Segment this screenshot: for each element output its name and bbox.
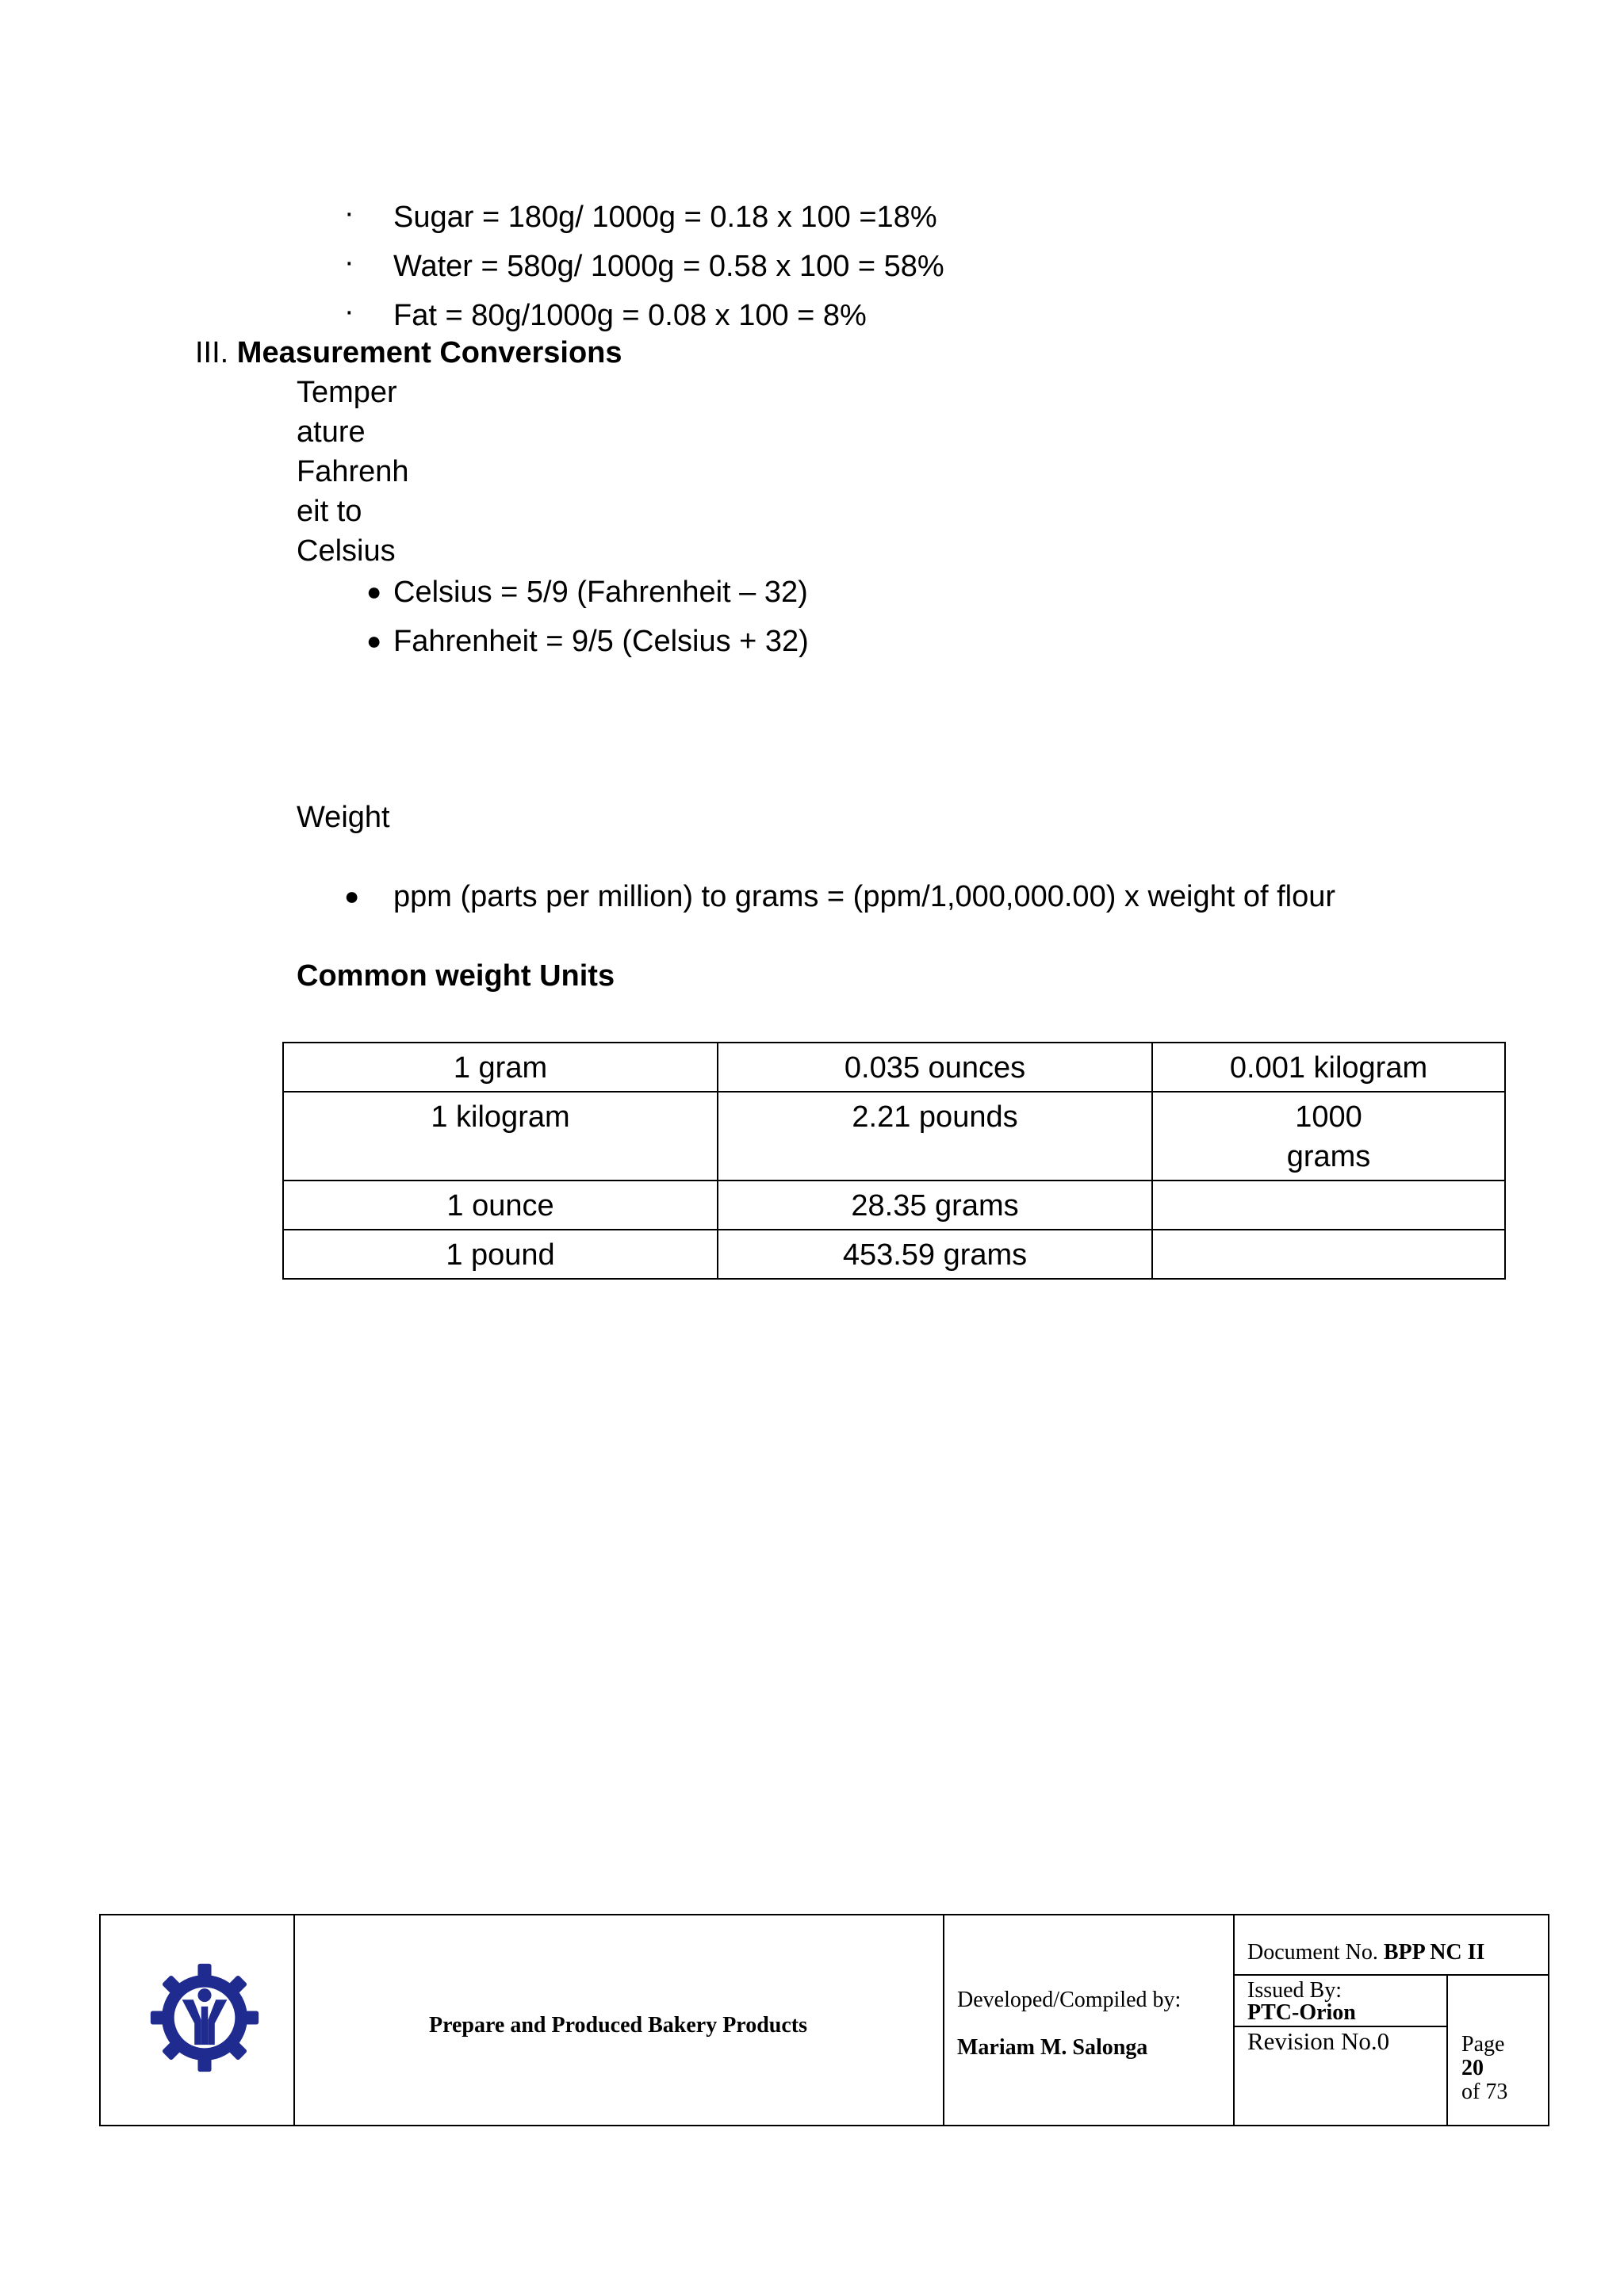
table-row	[283, 1092, 1505, 1181]
temperature-heading-line: Temper	[297, 376, 397, 409]
tesda-gear-logo-icon	[148, 1961, 261, 2074]
table-cell: 0.001 kilogram	[1152, 1043, 1505, 1092]
table-cell: 0.035 ounces	[718, 1043, 1152, 1092]
section-heading	[195, 333, 622, 373]
section-numeral: III.	[195, 336, 229, 369]
page-total: of 73	[1461, 2080, 1508, 2104]
section-title: Measurement Conversions	[236, 336, 622, 369]
developed-by-label: Developed/Compiled by:	[957, 1988, 1182, 2012]
table-cell: 453.59 grams	[718, 1230, 1152, 1279]
bullet-circle-icon: ●	[366, 577, 382, 606]
divider	[1233, 1915, 1235, 2125]
table-row	[283, 1181, 1505, 1230]
temperature-heading-line: Fahrenh	[297, 455, 409, 488]
bullet-dot-icon: ·	[344, 246, 354, 279]
formula-ppm: ppm (parts per million) to grams = (ppm/1,000,000.00) x weight of flour	[393, 880, 1336, 913]
table-cell	[1152, 1181, 1505, 1230]
issued-by-label: Issued By:	[1247, 1978, 1342, 2003]
revision-number: Revision No.0	[1247, 2027, 1390, 2055]
percent-line-sugar: Sugar = 180g/ 1000g = 0.18 x 100 =18%	[393, 201, 937, 234]
table-cell: 1 kilogram	[283, 1092, 718, 1181]
document-number	[1247, 1941, 1484, 1965]
page-number: 20	[1461, 2056, 1484, 2080]
table-cell	[1152, 1230, 1505, 1279]
table-cell: 2.21 pounds	[718, 1092, 1152, 1181]
bullet-dot-icon: ·	[344, 197, 354, 230]
formula-celsius: Celsius = 5/9 (Fahrenheit – 32)	[393, 576, 808, 609]
formula-fahrenheit: Fahrenheit = 9/5 (Celsius + 32)	[393, 625, 809, 658]
table-cell: 1 gram	[283, 1043, 718, 1092]
document-footer	[99, 1914, 1549, 2126]
temperature-heading	[297, 373, 409, 571]
divider	[1446, 1974, 1448, 2125]
document-number-value: BPP NC II	[1383, 1940, 1485, 1965]
document-number-label: Document No.	[1247, 1940, 1378, 1965]
bullet-circle-icon: ●	[366, 626, 382, 655]
weight-units-table	[282, 1042, 1506, 1280]
weight-heading: Weight	[297, 801, 390, 834]
temperature-heading-line: Celsius	[297, 534, 396, 568]
table-cell: 28.35 grams	[718, 1181, 1152, 1230]
percent-line-fat: Fat = 80g/1000g = 0.08 x 100 = 8%	[393, 299, 867, 332]
page-label: Page	[1461, 2032, 1505, 2057]
percent-line-water: Water = 580g/ 1000g = 0.58 x 100 = 58%	[393, 250, 944, 283]
table-row	[283, 1230, 1505, 1279]
bullet-circle-icon: ●	[344, 882, 360, 910]
table-cell-text: 1000 grams	[1286, 1100, 1371, 1173]
author-name: Mariam M. Salonga	[957, 2035, 1148, 2060]
table-cell: 1 pound	[283, 1230, 718, 1279]
temperature-heading-line: ature	[297, 415, 366, 449]
table-cell: 1 ounce	[283, 1181, 718, 1230]
divider	[1233, 1974, 1549, 1976]
table-title: Common weight Units	[297, 959, 615, 993]
bullet-dot-icon: ·	[344, 295, 354, 328]
table-cell	[1152, 1092, 1505, 1181]
issuer-name: PTC-Orion	[1247, 2000, 1356, 2025]
table-row	[283, 1043, 1505, 1092]
divider	[943, 1915, 944, 2125]
temperature-heading-line: eit to	[297, 495, 362, 528]
module-title: Prepare and Produced Bakery Products	[428, 2013, 808, 2038]
